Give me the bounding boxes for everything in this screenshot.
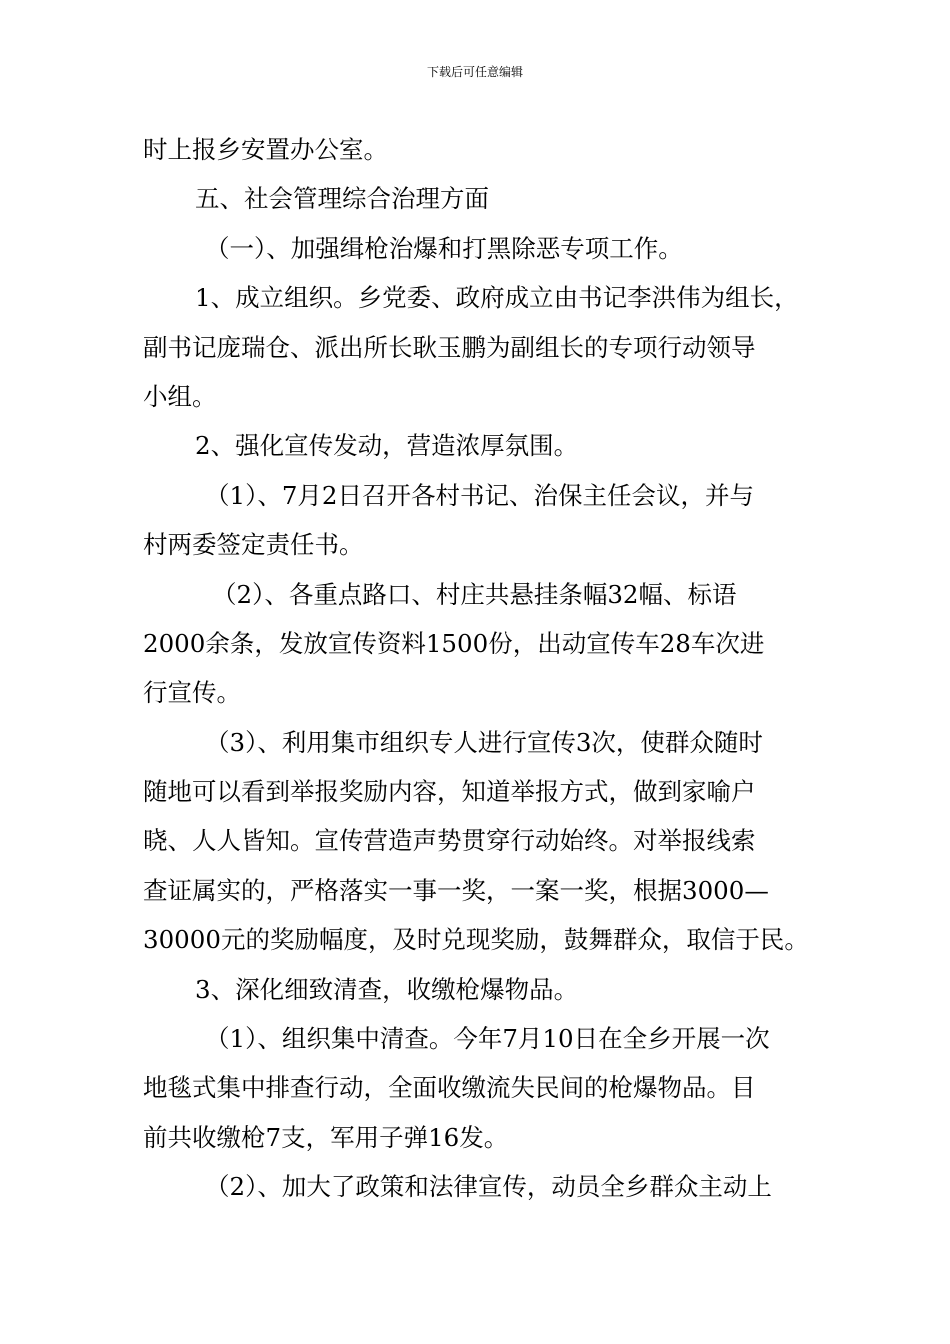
text-line: 时上报乡安置办公室。 [143,135,388,164]
text-line: 30000元的奖励幅度，及时兑现奖励，鼓舞群众，取信于民。 [143,925,809,955]
text-line: （1）、组织集中清查。今年7月10日在全乡开展一次 [205,1024,770,1054]
text-line: 村两委签定责任书。 [143,530,364,560]
subsection-heading: （一）、加强缉枪治爆和打黑除恶专项工作。 [205,233,683,263]
text-line: 2、强化宣传发动，营造浓厚氛围。 [195,431,579,461]
text-line: 随地可以看到举报奖励内容，知道举报方式，做到家喻户 [143,777,756,807]
text-line: （2）、加大了政策和法律宣传，动员全乡群众主动上 [205,1172,772,1202]
page-header: 下载后可任意编辑 [426,65,523,79]
text-line: （1）、7月2日召开各村书记、治保主任会议，并与 [205,480,755,510]
text-line: （2）、各重点路口、村庄共悬挂条幅32幅、标语 [212,579,737,609]
text-line: 查证属实的，严格落实一事一奖，一案一奖，根据3000— [143,875,769,905]
text-line: 前共收缴枪7支，军用子弹16发。 [143,1122,509,1152]
text-line: 2000余条，发放宣传资料1500份，出动宣传车28车次进 [143,628,765,658]
text-line: 地毯式集中排查行动，全面收缴流失民间的枪爆物品。目 [143,1073,756,1103]
text-line: 行宣传。 [143,678,241,708]
text-line: 小组。 [143,381,217,411]
text-line: 晓、人人皆知。宣传营造声势贯穿行动始终。对举报线索 [143,826,756,856]
text-line: （3）、利用集市组织专人进行宣传3次，使群众随时 [205,727,763,757]
text-line: 副书记庞瑞仓、派出所长耿玉鹏为副组长的专项行动领导 [143,332,756,362]
text-line: 3、深化细致清查，收缴枪爆物品。 [195,974,579,1004]
document-body [143,125,813,1212]
text-line: 1、成立组织。乡党委、政府成立由书记李洪伟为组长， [195,283,799,313]
section-heading: 五、社会管理综合治理方面 [195,184,489,214]
